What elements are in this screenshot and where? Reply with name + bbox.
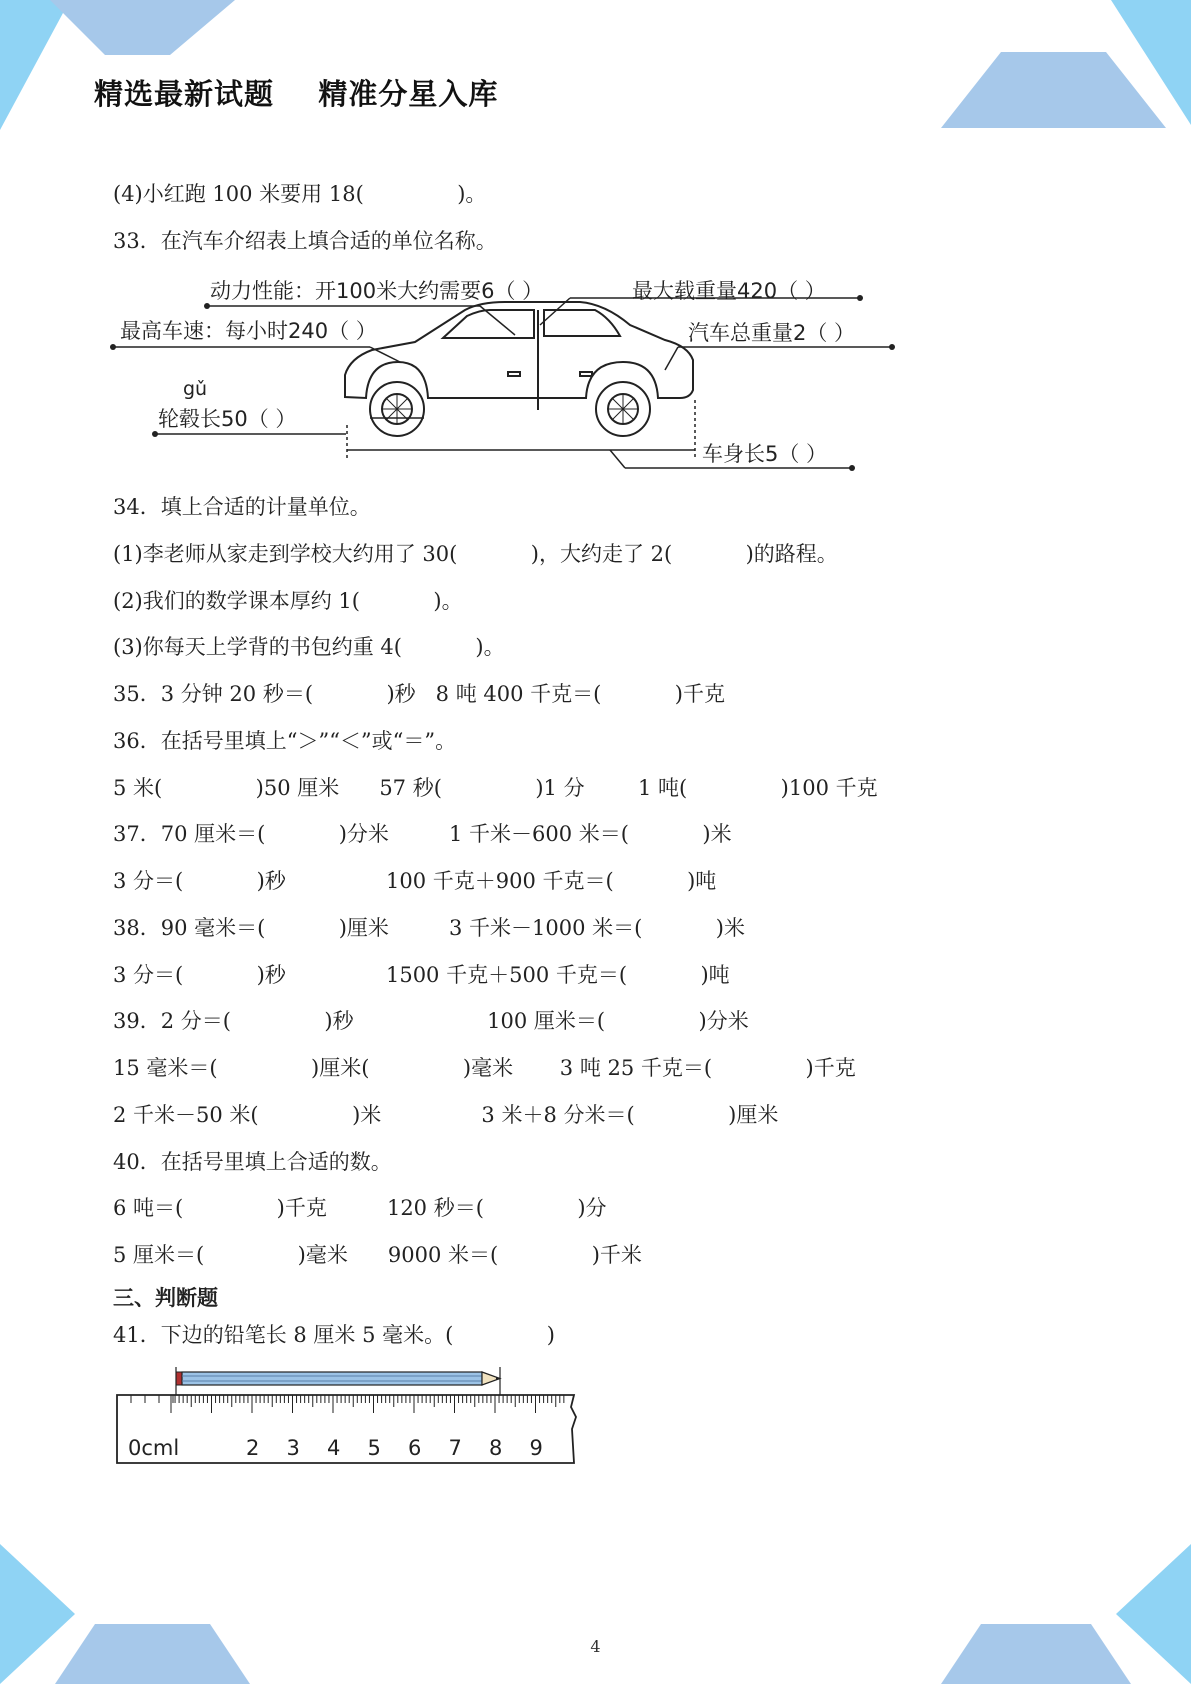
ruler-number: 2 (246, 1436, 260, 1460)
ruler-number: 5 (367, 1436, 381, 1460)
question-38-row2: 3 分＝( )秒 1500 千克＋500 千克＝( )吨 (113, 963, 730, 987)
question-34-3: (3)你每天上学背的书包约重 4( )。 (113, 635, 505, 659)
question-38-row1: 38．90 毫米＝( )厘米 3 千米－1000 米＝( )米 (113, 916, 745, 940)
car-label-load: 最大载重量420（ ） (632, 279, 826, 303)
question-36: 36．在括号里填上“＞”“＜”或“＝”。 (113, 729, 457, 753)
question-37-row2: 3 分＝( )秒 100 千克＋900 千克＝( )吨 (113, 869, 717, 893)
question-40: 40．在括号里填上合适的数。 (113, 1150, 392, 1174)
top-right-decoration (931, 0, 1191, 130)
page-number: 4 (590, 1637, 601, 1656)
question-39-row3: 2 千米－50 米( )米 3 米＋8 分米＝( )厘米 (113, 1103, 779, 1127)
question-34: 34．填上合适的计量单位。 (113, 495, 371, 519)
ruler-number: 6 (408, 1436, 422, 1460)
question-39-row2: 15 毫米＝( )厘米( )毫米 3 吨 25 千克＝( )千克 (113, 1056, 856, 1080)
ruler-number: 9 (529, 1436, 543, 1460)
car-label-hub: 轮毂长50（ ） (158, 407, 297, 431)
ruler-number: 7 (448, 1436, 462, 1460)
question-32-4: (4)小红跑 100 米要用 18( )。 (113, 182, 487, 206)
question-35: 35．3 分钟 20 秒＝( )秒 8 吨 400 千克＝( )千克 (113, 682, 725, 706)
question-33: 33．在汽车介绍表上填合适的单位名称。 (113, 229, 497, 253)
ruler-unit-label: 0cml (128, 1436, 180, 1460)
ruler-number: 8 (489, 1436, 503, 1460)
question-37-row1: 37．70 厘米＝( )分米 1 千米－600 米＝( )米 (113, 822, 732, 846)
car-diagram (110, 270, 910, 475)
car-label-speed: 最高车速：每小时240（ ） (120, 319, 377, 343)
question-40-row2: 5 厘米＝( )毫米 9000 米＝( )千米 (113, 1243, 642, 1267)
question-34-1: (1)李老师从家走到学校大约用了 30( )，大约走了 2( )的路程。 (113, 542, 838, 566)
car-label-power: 动力性能：开100米大约需要6（ ） (210, 279, 544, 303)
car-label-body: 车身长5（ ） (702, 442, 828, 466)
ruler-icon (117, 1395, 576, 1463)
section-judgement-heading: 三、判断题 (113, 1286, 218, 1310)
pencil-icon (176, 1367, 500, 1397)
question-39-row1: 39．2 分＝( )秒 100 厘米＝( )分米 (113, 1009, 749, 1033)
header-title: 精选最新试题 精准分星入库 (94, 77, 499, 111)
ruler-number: 3 (286, 1436, 300, 1460)
question-41: 41．下边的铅笔长 8 厘米 5 毫米。( ) (113, 1323, 555, 1347)
question-34-2: (2)我们的数学课本厚约 1( )。 (113, 589, 463, 613)
question-36-items: 5 米( )50 厘米 57 秒( )1 分 1 吨( )100 千克 (113, 776, 878, 800)
bottom-right-decoration (931, 1544, 1191, 1684)
pencil-ruler-figure (113, 1365, 583, 1470)
car-label-weight: 汽车总重量2（ ） (688, 321, 856, 345)
car-label-pinyin: gǔ (183, 378, 208, 400)
question-40-row1: 6 吨＝( )千克 120 秒＝( )分 (113, 1196, 607, 1220)
ruler-number: 4 (327, 1436, 341, 1460)
bottom-left-decoration (0, 1544, 260, 1684)
